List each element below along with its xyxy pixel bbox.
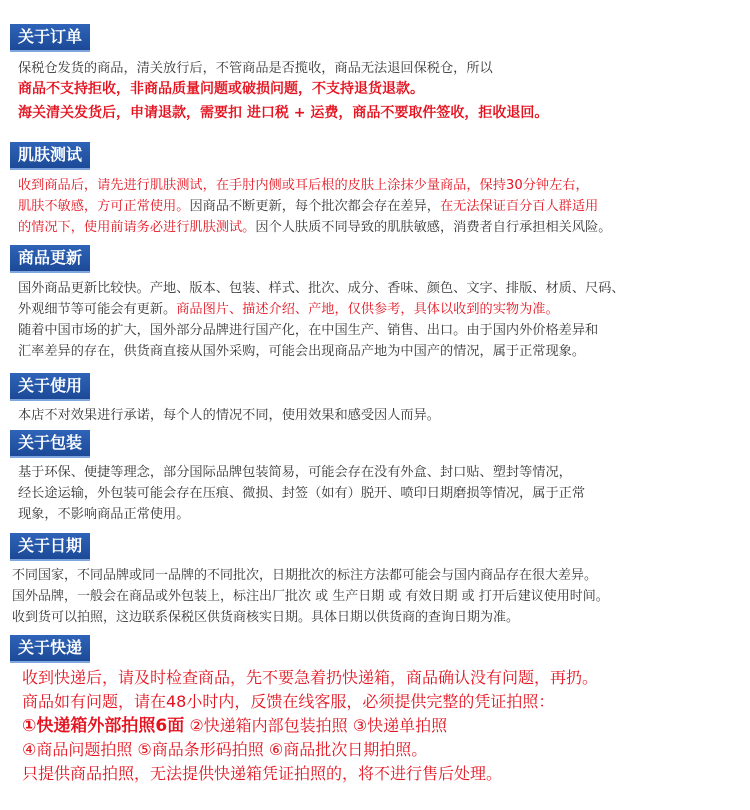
section-header-packaging: 关于包装 — [10, 430, 90, 456]
text-line-red: 海关清关发货后，申请退款，需要扣 进口税 + 运费，商品不要取件签收，拒收退回。 — [18, 105, 549, 121]
text-red: 在无法保证百分百人群适用 — [440, 199, 599, 214]
section-body-skin-test — [18, 175, 611, 238]
text-line-red: 商品如有问题，请在48小时内，反馈在线客服，必须提供完整的凭证拍照： — [22, 692, 555, 711]
section-header-date: 关于日期 — [10, 533, 90, 559]
text-red: 肌肤不敏感，方可正常使用。 — [18, 199, 190, 214]
text-red-bold: ①快递箱外部拍照6面 — [22, 716, 185, 736]
text-line: 本店不对效果进行承诺，每个人的情况不同，使用效果和感受因人而异。 — [18, 408, 440, 423]
text-line-red: 收到商品后，请先进行肌肤测试，在手肘内侧或耳后根的皮肤上涂抹少量商品，保持30分钟左右， — [18, 178, 589, 193]
text-line-red: ④商品问题拍照 ⑤商品条形码拍照 ⑥商品批次日期拍照。 — [22, 740, 428, 759]
section-header-update: 商品更新 — [10, 245, 90, 271]
text-line: 现象，不影响商品正常使用。 — [18, 507, 190, 522]
section-header-express: 关于快递 — [10, 635, 90, 661]
text-line: 随着中国市场的扩大，国外部分品牌进行国产化，在中国生产、销售、出口。由于国内外价格差异和 — [18, 323, 599, 338]
section-body-usage — [18, 405, 440, 426]
section-body-date — [12, 565, 609, 628]
text-line: 汇率差异的存在，供货商直接从国外采购，可能会出现商品产地为中国产的情况，属于正常现象。 — [18, 344, 586, 359]
text-line: 国外商品更新比较快。产地、版本、包装、样式、批次、成分、香味、颜色、文字、排版、材质、尺码、 — [18, 281, 625, 296]
text-red: 商品图片、描述介绍、产地，仅供参考，具体以收到的实物为准。 — [176, 302, 559, 317]
text-normal: 因个人肤质不同导致的肌肤敏感，消费者自行承担相关风险。 — [255, 220, 612, 235]
text-line: 收到货可以拍照，这边联系保税区供货商核实日期。具体日期以供货商的查询日期为准。 — [12, 610, 520, 625]
text-line — [18, 299, 625, 320]
section-body-update — [18, 278, 625, 362]
section-header-skin-test: 肌肤测试 — [10, 142, 90, 168]
text-line-red — [22, 714, 598, 738]
section-body-order — [18, 58, 548, 124]
text-line — [18, 196, 611, 217]
section-body-packaging — [18, 462, 585, 525]
text-red: 的情况下，使用前请务必进行肌肤测试。 — [18, 220, 256, 235]
text-line-red: 收到快递后，请及时检查商品，先不要急着扔快递箱，商品确认没有问题，再扔。 — [22, 668, 599, 687]
section-body-express — [22, 666, 598, 786]
section-header-order: 关于订单 — [10, 24, 90, 50]
text-normal: 外观细节等可能会有更新。 — [18, 302, 177, 317]
section-header-usage: 关于使用 — [10, 373, 90, 399]
text-line: 经长途运输，外包装可能会存在压痕、微损、封签（如有）脱开、喷印日期磨损等情况，属于正常 — [18, 486, 586, 501]
text-line-red: 商品不支持拒收，非商品质量问题或破损问题，不支持退货退款。 — [18, 81, 424, 97]
text-line — [18, 217, 611, 238]
text-line: 基于环保、便捷等理念，部分国际品牌包装简易，可能会存在没有外盒、封口贴、塑封等情况， — [18, 465, 572, 480]
text-line-red: 只提供商品拍照，无法提供快递箱凭证拍照的，将不进行售后处理。 — [22, 764, 503, 783]
text-line: 保税仓发货的商品，清关放行后，不管商品是否揽收，商品无法退回保税仓，所以 — [18, 61, 493, 76]
text-red: ②快递箱内部包装拍照 ③快递单拍照 — [189, 716, 448, 735]
text-line: 国外品牌，一般会在商品或外包装上，标注出厂批次 或 生产日期 或 有效日期 或 打开后建议使用时间。 — [12, 589, 609, 604]
text-line: 不同国家，不同品牌或同一品牌的不同批次，日期批次的标注方法都可能会与国内商品存在很大差异。 — [12, 568, 598, 583]
text-normal: 因商品不断更新，每个批次都会存在差异， — [189, 199, 440, 214]
